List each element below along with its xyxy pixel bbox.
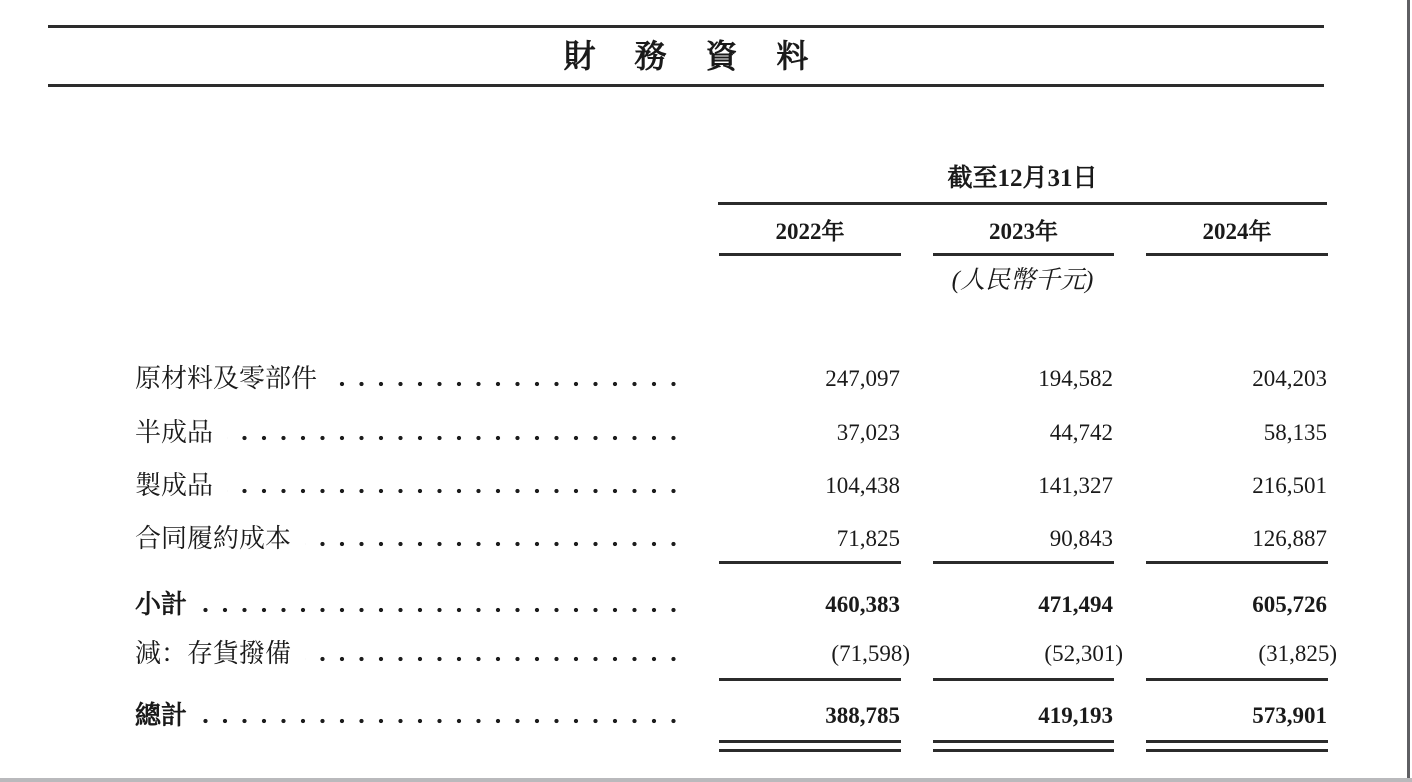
title-rule-top: [48, 25, 1324, 28]
cell-2022: 104,438: [825, 473, 900, 498]
page-title: 財 務 資 料: [563, 38, 824, 74]
cell-2023: (52,301): [1044, 641, 1123, 666]
cell-2024: 58,135: [1263, 420, 1327, 445]
total-double-rule-2023: [933, 740, 1114, 743]
cell-2023: 141,327: [1038, 473, 1113, 498]
dot-leader: [331, 378, 690, 390]
page-right-border: [1407, 0, 1410, 782]
period-header: 截至12月31日: [947, 165, 1098, 192]
table-row-semi-finished: [0, 416, 1412, 450]
cell-2022: 247,097: [825, 366, 900, 391]
total-double-rule-2024: [1146, 740, 1328, 743]
year-underline-2023: [933, 253, 1114, 256]
table-row-raw-materials: [0, 362, 1412, 396]
row-label: 半成品: [135, 418, 214, 447]
cell-2023: 471,494: [1038, 592, 1113, 617]
dot-leader: [305, 538, 690, 550]
cell-2024: 126,887: [1252, 526, 1327, 551]
pretotal-rule-2022: [719, 678, 901, 681]
row-label-wrap: [135, 637, 690, 671]
row-label: 小計: [135, 590, 188, 619]
cell-2023: 90,843: [1049, 526, 1113, 551]
row-label-wrap: [135, 522, 690, 556]
table-row-total: [0, 699, 1412, 733]
cell-2022: 37,023: [836, 420, 900, 445]
row-label: 減：存貨撥備: [135, 639, 292, 668]
table-row-contract-costs: [0, 522, 1412, 556]
subtotal-rule-2022: [719, 561, 901, 564]
year-column-label-2023: 2023年: [989, 219, 1058, 244]
row-label-wrap: [135, 699, 690, 733]
cell-2024: (31,825): [1258, 641, 1337, 666]
total-double-rule-2022: [719, 740, 901, 743]
row-label-wrap: [135, 588, 690, 622]
row-label: 原材料及零部件: [135, 364, 318, 393]
pretotal-rule-2024: [1146, 678, 1328, 681]
row-label: 總計: [135, 701, 188, 730]
cell-2023: 419,193: [1038, 703, 1113, 728]
dot-leader: [227, 485, 690, 497]
cell-2023: 44,742: [1049, 420, 1113, 445]
cell-2022: 460,383: [825, 592, 900, 617]
cell-2022: 388,785: [825, 703, 900, 728]
dot-leader: [201, 715, 690, 727]
cell-2024: 573,901: [1252, 703, 1327, 728]
year-column-label-2024: 2024年: [1202, 219, 1272, 244]
subtotal-rule-2024: [1146, 561, 1328, 564]
year-column-label-2022: 2022年: [775, 219, 845, 244]
row-label-wrap: [135, 362, 690, 396]
table-row-subtotal: [0, 588, 1412, 622]
row-label: 合同履約成本: [135, 524, 292, 553]
row-label-wrap: [135, 469, 690, 503]
year-underline-2024: [1146, 253, 1328, 256]
table-row-inventory-provision: [0, 637, 1412, 671]
row-label-wrap: [135, 416, 690, 450]
cell-2024: 605,726: [1252, 592, 1327, 617]
total-double-rule-2023-lower: [933, 749, 1114, 752]
dot-leader: [201, 604, 690, 616]
dot-leader: [305, 653, 690, 665]
table-row-finished-goods: [0, 469, 1412, 503]
cell-2024: 204,203: [1252, 366, 1327, 391]
cell-2022: (71,598): [831, 641, 910, 666]
period-header-rule: [718, 202, 1327, 205]
total-double-rule-2024-lower: [1146, 749, 1328, 752]
row-label: 製成品: [135, 471, 214, 500]
cell-2022: 71,825: [836, 526, 900, 551]
cell-2024: 216,501: [1252, 473, 1327, 498]
page-bottom-border: [0, 778, 1412, 782]
total-double-rule-2022-lower: [719, 749, 901, 752]
cell-2023: 194,582: [1038, 366, 1113, 391]
currency-unit-note: (人民幣千元): [951, 267, 1094, 294]
year-underline-2022: [719, 253, 901, 256]
subtotal-rule-2023: [933, 561, 1114, 564]
title-rule-bottom: [48, 84, 1324, 87]
dot-leader: [227, 432, 690, 444]
pretotal-rule-2023: [933, 678, 1114, 681]
